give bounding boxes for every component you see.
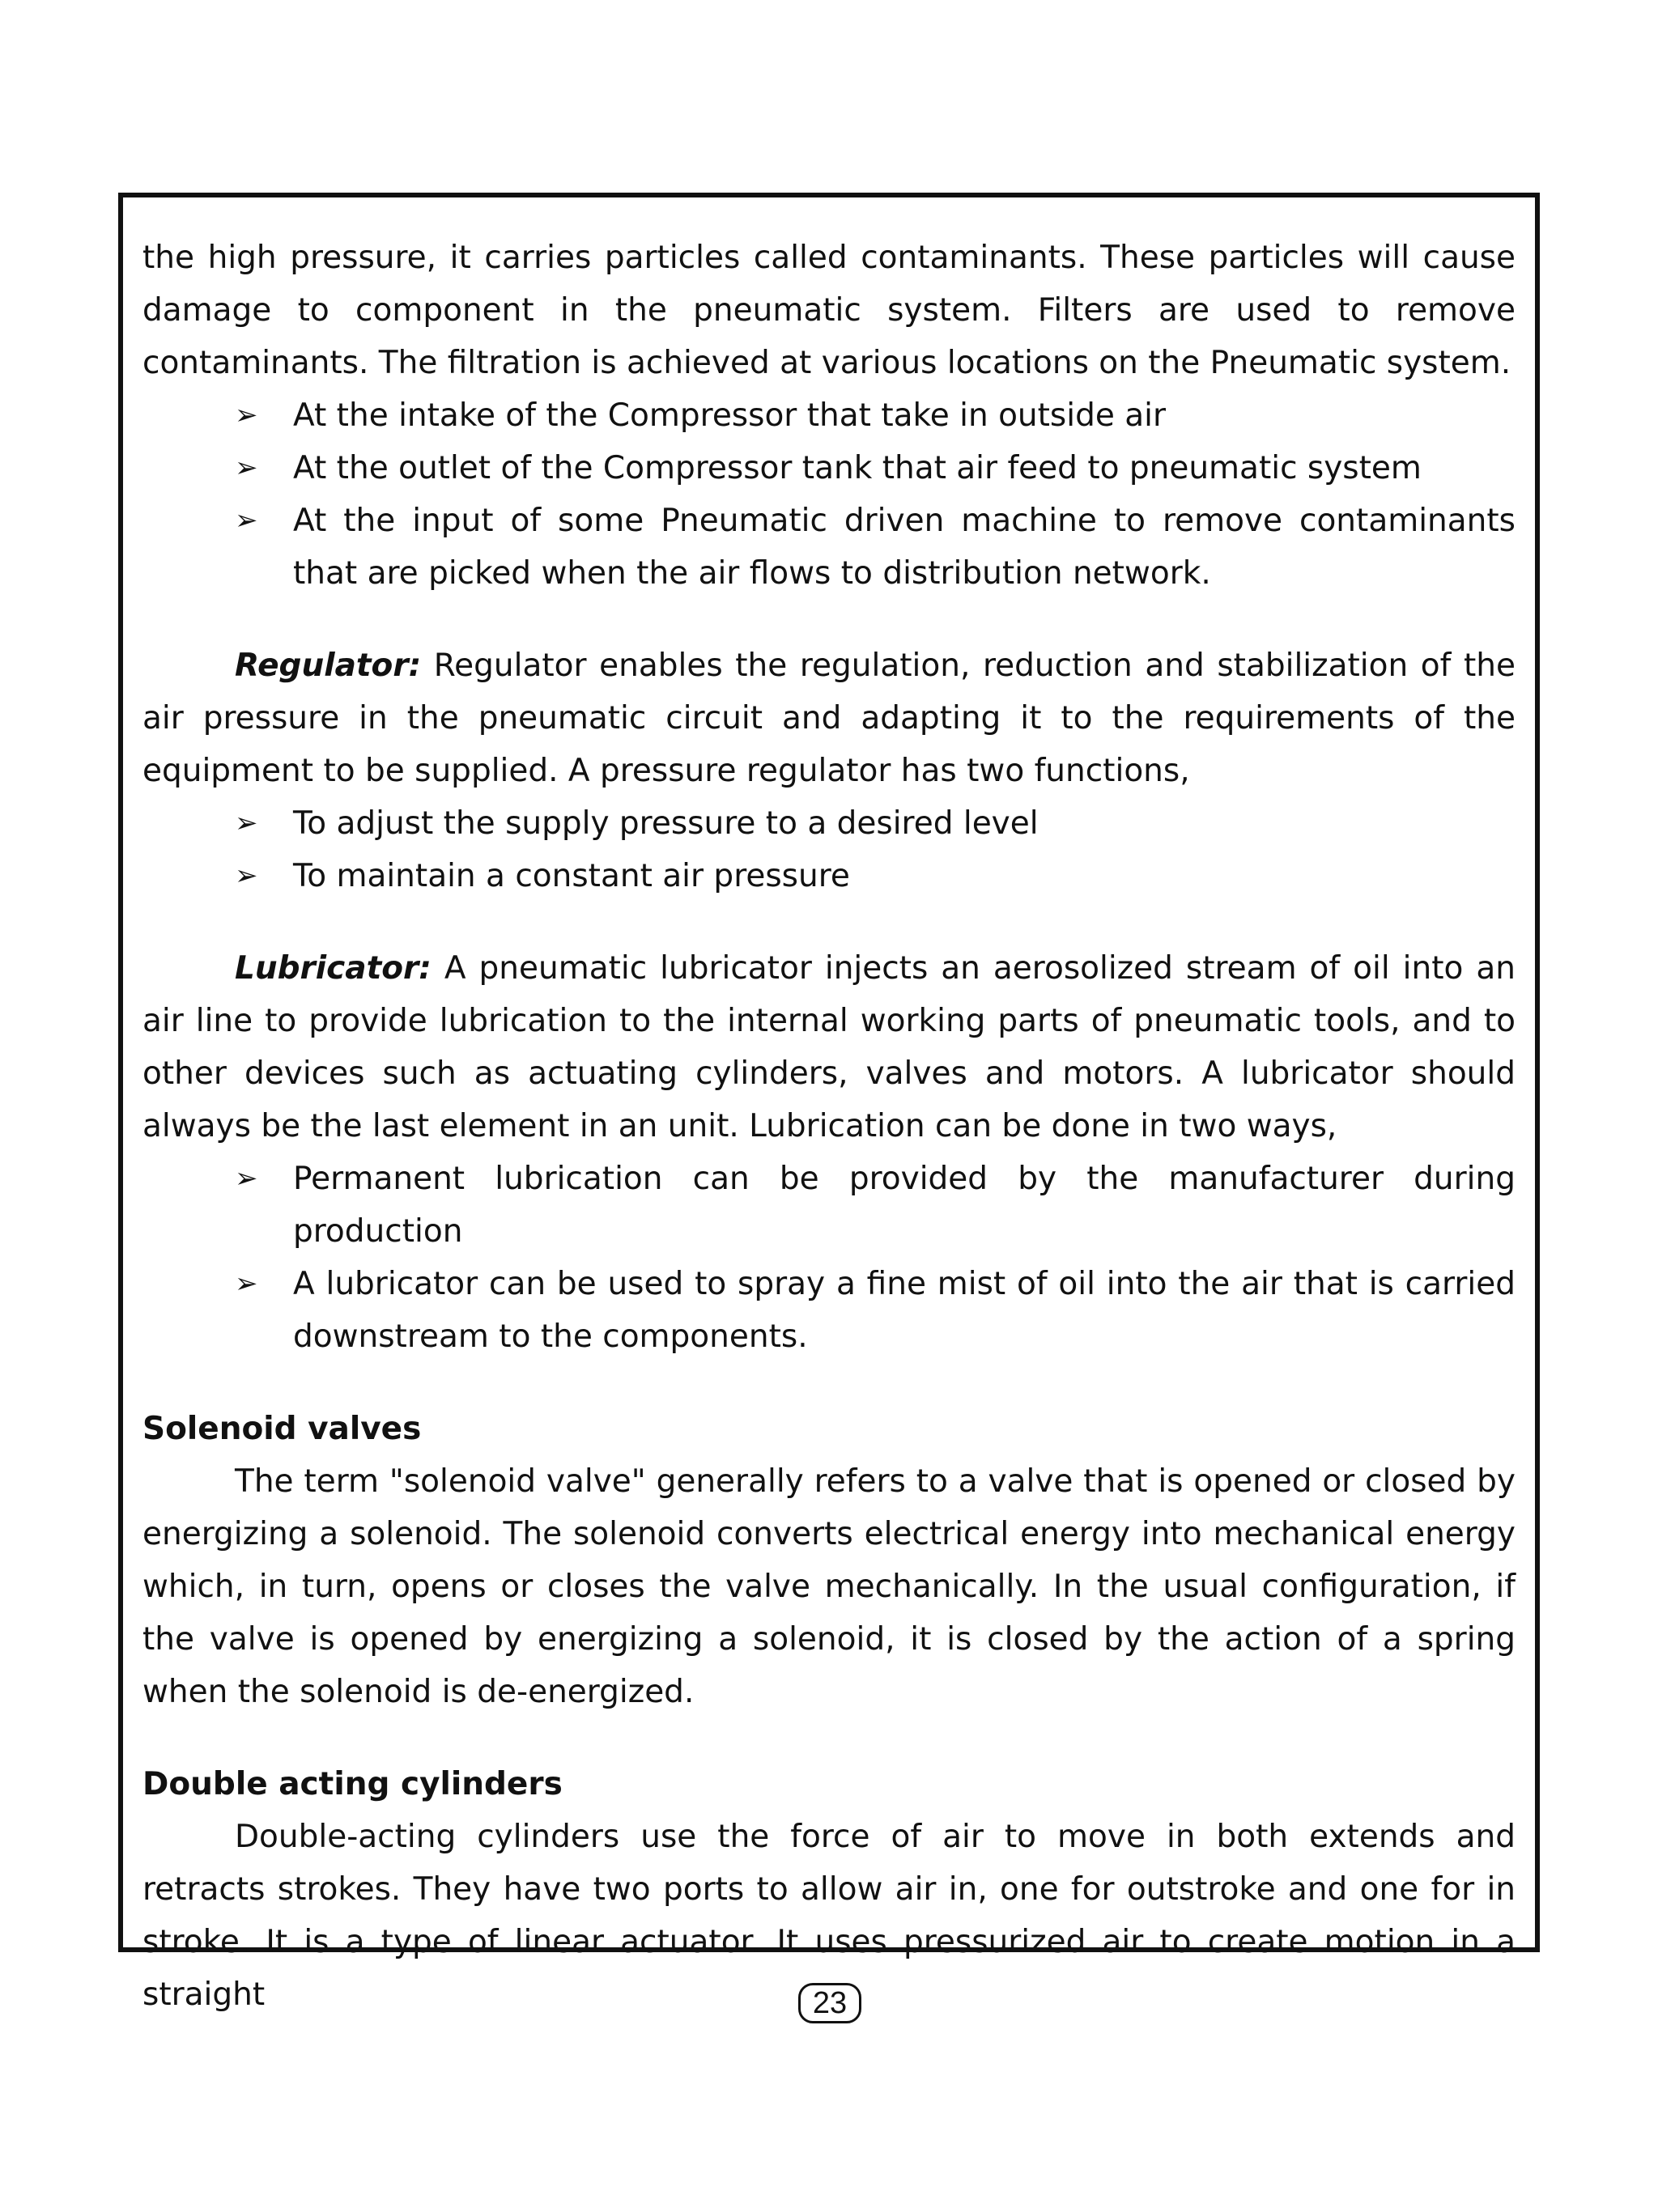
arrowhead-bullet-icon: ➢ [235, 807, 258, 839]
page-content [142, 231, 1516, 2021]
list-item: ➢ To adjust the supply pressure to a desired level [293, 797, 1516, 850]
solenoid-heading: Solenoid valves [142, 1411, 422, 1447]
solenoid-paragraph: The term "solenoid valve" generally refers to a valve that is opened or closed by energizing a solenoid. The solenoid converts electrical energy into mechanical energy which, in turn, opens or closes the valve mechanically. In the usual configuration, if the valve is opened by energizing a solenoid, it is closed by the action of a spring when the solenoid is de-energized. [142, 1463, 1516, 1710]
lubricator-term: Lubricator: [235, 950, 432, 987]
spacer [142, 902, 1516, 942]
lubricator-paragraph: Lubricator: A pneumatic lubricator injects an aerosolized stream of oil into an air line to provide lubrication to the internal working parts of pneumatic tools, and to other devices such as actuating cylinders, valves and motors. A lubricator should always be the last element in an unit. Lubrication can be done in two ways, [142, 950, 1516, 1144]
arrowhead-bullet-icon: ➢ [235, 1162, 258, 1195]
spacer [142, 1718, 1516, 1758]
arrowhead-bullet-icon: ➢ [235, 399, 258, 431]
lubrication-ways-list [142, 1153, 1516, 1363]
cylinders-paragraph: Double-acting cylinders use the force of air to move in both extends and retracts strokes. They have two ports to allow air in, one for outstroke and one for in stroke. It is a type of linear actuator. It uses pressurized air to create motion in a straight [142, 1819, 1516, 2013]
list-item: ➢ Permanent lubrication can be provided by the manufacturer during production [293, 1153, 1516, 1258]
regulator-paragraph: Regulator: Regulator enables the regulation, reduction and stabilization of the air pressure in the pneumatic circuit and adapting it to the requirements of the equipment to be supplied. A pressure regulator has two functions, [142, 647, 1516, 789]
filters-paragraph: the high pressure, it carries particles called contaminants. These particles will cause damage to component in the pneumatic system. Filters are used to remove contaminants. The filtration is achieved at various locations on the Pneumatic system. [142, 240, 1516, 381]
cylinders-heading: Double acting cylinders [142, 1766, 563, 1802]
arrowhead-bullet-icon: ➢ [235, 504, 258, 537]
arrowhead-bullet-icon: ➢ [235, 1267, 258, 1300]
filter-locations-list [142, 389, 1516, 600]
spacer [142, 1363, 1516, 1403]
regulator-term: Regulator: [235, 647, 422, 684]
page-number: 23 [798, 1983, 861, 2023]
arrowhead-bullet-icon: ➢ [235, 860, 258, 892]
spacer [142, 600, 1516, 639]
list-item: ➢ At the input of some Pneumatic driven machine to remove contaminants that are picked when the air flows to distribution network. [293, 495, 1516, 600]
list-item: ➢ To maintain a constant air pressure [293, 850, 1516, 902]
list-item: ➢ At the outlet of the Compressor tank that air feed to pneumatic system [293, 442, 1516, 495]
arrowhead-bullet-icon: ➢ [235, 452, 258, 484]
regulator-functions-list [142, 797, 1516, 902]
list-item: ➢ At the intake of the Compressor that take in outside air [293, 389, 1516, 442]
list-item: ➢ A lubricator can be used to spray a fine mist of oil into the air that is carried downstream to the components. [293, 1258, 1516, 1363]
